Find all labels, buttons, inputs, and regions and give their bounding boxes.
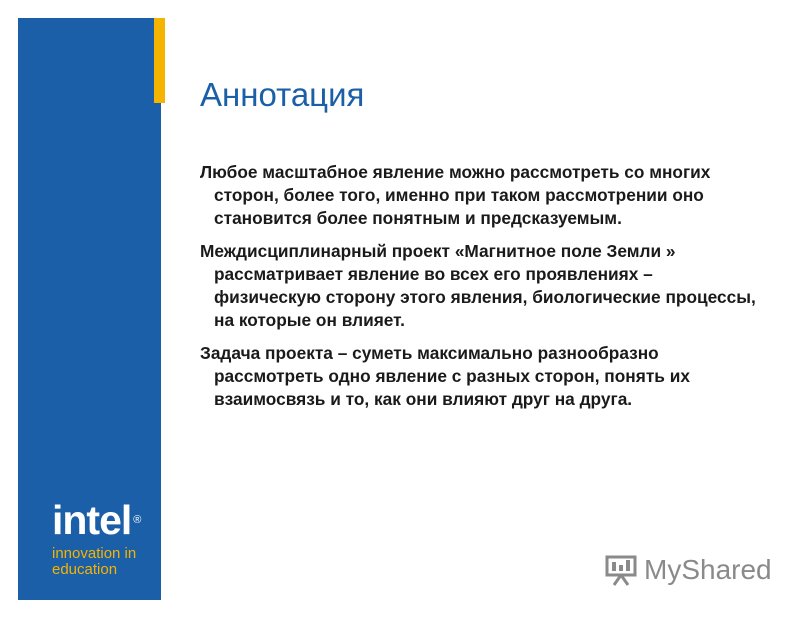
tagline-line-1: innovation in bbox=[52, 545, 137, 562]
intel-logo bbox=[52, 498, 140, 578]
registered-mark: ® bbox=[133, 514, 141, 526]
intel-wordmark bbox=[52, 498, 140, 542]
slide-title: Аннотация bbox=[200, 76, 365, 113]
watermark-text: MyShared bbox=[644, 554, 772, 585]
body-paragraph-3: Задача проекта – суметь максимально разнообразно рассмотреть одно явление с разных сторон, понять их взаимосвязь и то, как они влияют друг на друга. bbox=[200, 343, 690, 409]
slide-body bbox=[200, 161, 760, 421]
presentation-board-icon bbox=[604, 554, 638, 586]
body-paragraph-2: Междисциплинарный проект «Магнитное поле Земли » рассматривает явление во всех его проявлениях – физическую сторону этого явления, биологические процессы, на которые он влияет. bbox=[200, 241, 756, 330]
myshared-watermark bbox=[604, 554, 772, 586]
tagline-line-2: education bbox=[52, 561, 118, 578]
brand-tagline bbox=[52, 546, 140, 578]
accent-bar bbox=[154, 18, 165, 103]
intel-logo-text: intel bbox=[52, 497, 132, 543]
body-paragraph-1: Любое масштабное явление можно рассмотреть со многих сторон, более того, именно при таком рассмотрении оно становится более понятным и предсказуемым. bbox=[200, 162, 711, 228]
